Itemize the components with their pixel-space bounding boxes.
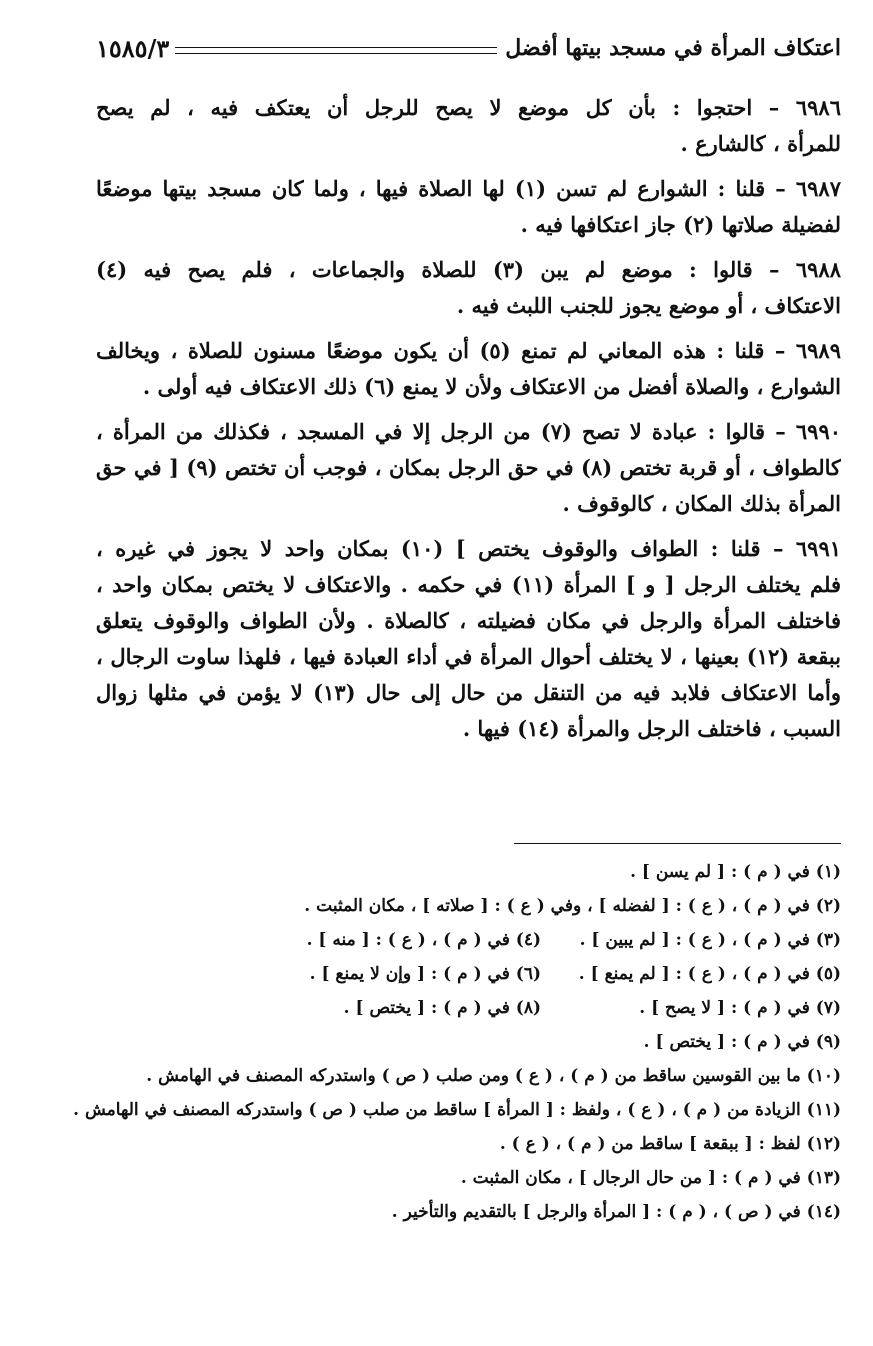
header-title: اعتكاف المرأة في مسجد بيتها أفضل [505, 35, 841, 61]
text-line: كالطواف ، أو قربة تختص (٨) في حق الرجل بمكان ، فوجب أن تختص (٩) [ في حق [96, 455, 841, 480]
footnote-row [20, 1127, 841, 1161]
footnotes-long [20, 1059, 841, 1229]
footnote-row [20, 1093, 841, 1127]
text-line: ٦٩٩٠ – قالوا : عبادة لا تصح (٧) من الرجل إلا في المسجد ، فكذلك من المرأة ، [96, 419, 841, 444]
footnote-row [96, 855, 841, 889]
footnote-row [96, 1025, 841, 1059]
text-line: ٦٩٩١ – قلنا : الطواف والوقوف يختص ] (١٠) بمكان واحد لا يجوز في غيره ، [96, 536, 841, 561]
footnote-row [96, 991, 841, 1025]
footnote-14: (١٤) في ( ص ) ، ( م ) : [ المرأة والرجل ] بالتقديم والتأخير . [391, 1202, 841, 1222]
footnote-5: (٥) في ( م ) ، ( ع ) : [ لم يمنع ] . [578, 964, 841, 984]
text-line: فاختلف المرأة والرجل في مكان فضيلته ، كالصلاة . ولأن الطواف والوقوف يتعلق [96, 608, 841, 633]
header-double-rule [175, 47, 497, 54]
footnote-separator [514, 843, 841, 844]
footnote-6: (٦) في ( م ) : [ وإن لا يمنع ] . [309, 964, 541, 984]
footnote-1: (١) في ( م ) : [ لم يسن ] . [630, 862, 841, 882]
footnote-7: (٧) في ( م ) : [ لا يصح ] . [639, 998, 841, 1018]
text-line: ببقعة (١٢) بعينها ، لا يختلف أحوال المرأة في أداء العبادة فيها ، فلهذا ساوت الرجال ، [96, 644, 841, 669]
footnote-4: (٤) في ( م ) ، ( ع ) : [ منه ] . [306, 930, 541, 950]
text-line: السبب ، فاختلف الرجل والمرأة (١٤) فيها . [462, 716, 841, 741]
text-line: المرأة بذلك المكان ، كالوقوف . [562, 491, 841, 516]
page-number: ١٥٨٥/٣ [96, 33, 170, 63]
footnote-12: (١٢) لفظ : [ ببقعة ] ساقط من ( م ) ، ( ع ) . [499, 1134, 841, 1154]
footnote-row [20, 1161, 841, 1195]
text-line: لفضيلة صلاتها (٢) جاز اعتكافها فيه . [520, 212, 841, 237]
text-line: الاعتكاف ، أو موضع يجوز للجنب اللبث فيه . [456, 293, 841, 318]
paragraph-6988 [96, 252, 841, 324]
footnote-11: (١١) الزيادة من ( م ) ، ( ع ) ، ولفظ : [ المرأة ] ساقط من صلب ( ص ) واستدركه المصنف في الهامش . [73, 1100, 841, 1120]
text-line: للمرأة ، كالشارع . [680, 131, 841, 156]
paragraph-6986 [96, 90, 841, 162]
paragraph-6990 [96, 414, 841, 522]
footnote-row [96, 923, 841, 957]
text-line: الشوارع ، والصلاة أفضل من الاعتكاف ولأن لا يمنع (٦) ذلك الاعتكاف فيه أولى . [142, 374, 841, 399]
text-line: وأما الاعتكاف فلابد فيه من التنقل من حال إلى حال (١٣) لا يؤمن في مثلها زوال [96, 680, 841, 705]
footnote-row [20, 1059, 841, 1093]
running-header [96, 30, 841, 66]
footnote-8: (٨) في ( م ) : [ يختص ] . [343, 998, 541, 1018]
main-text [96, 90, 841, 756]
footnote-2: (٢) في ( م ) ، ( ع ) : [ لفضله ] ، وفي ( ع ) : [ صلاته ] ، مكان المثبت . [304, 896, 841, 916]
footnote-13: (١٣) في ( م ) : [ من حال الرجال ] ، مكان المثبت . [460, 1168, 841, 1188]
footnote-row [96, 957, 841, 991]
footnotes [96, 855, 841, 1059]
footnote-row [96, 889, 841, 923]
paragraph-6987 [96, 171, 841, 243]
footnote-9: (٩) في ( م ) : [ يختص ] . [643, 1032, 841, 1052]
footnote-3: (٣) في ( م ) ، ( ع ) : [ لم يبين ] . [579, 930, 841, 950]
paragraph-6991 [96, 531, 841, 747]
text-line: ٦٩٨٨ – قالوا : موضع لم يبن (٣) للصلاة والجماعات ، فلم يصح فيه (٤) [96, 257, 841, 282]
text-line: ٦٩٨٦ – احتجوا : بأن كل موضع لا يصح للرجل أن يعتكف فيه ، لم يصح [96, 95, 841, 120]
paragraph-6989 [96, 333, 841, 405]
footnote-row [20, 1195, 841, 1229]
text-line: ٦٩٨٩ – قلنا : هذه المعاني لم تمنع (٥) أن يكون موضعًا مسنون للصلاة ، ويخالف [96, 338, 841, 363]
footnote-10: (١٠) ما بين القوسين ساقط من ( م ) ، ( ع ) ومن صلب ( ص ) واستدركه المصنف في الهامش . [146, 1066, 841, 1086]
text-line: ٦٩٨٧ – قلنا : الشوارع لم تسن (١) لها الصلاة فيها ، ولما كان مسجد بيتها موضعًا [96, 176, 841, 201]
text-line: فلم يختلف الرجل [ و ] المرأة (١١) في حكمه . والاعتكاف لا يختص بمكان واحد ، [96, 572, 841, 597]
